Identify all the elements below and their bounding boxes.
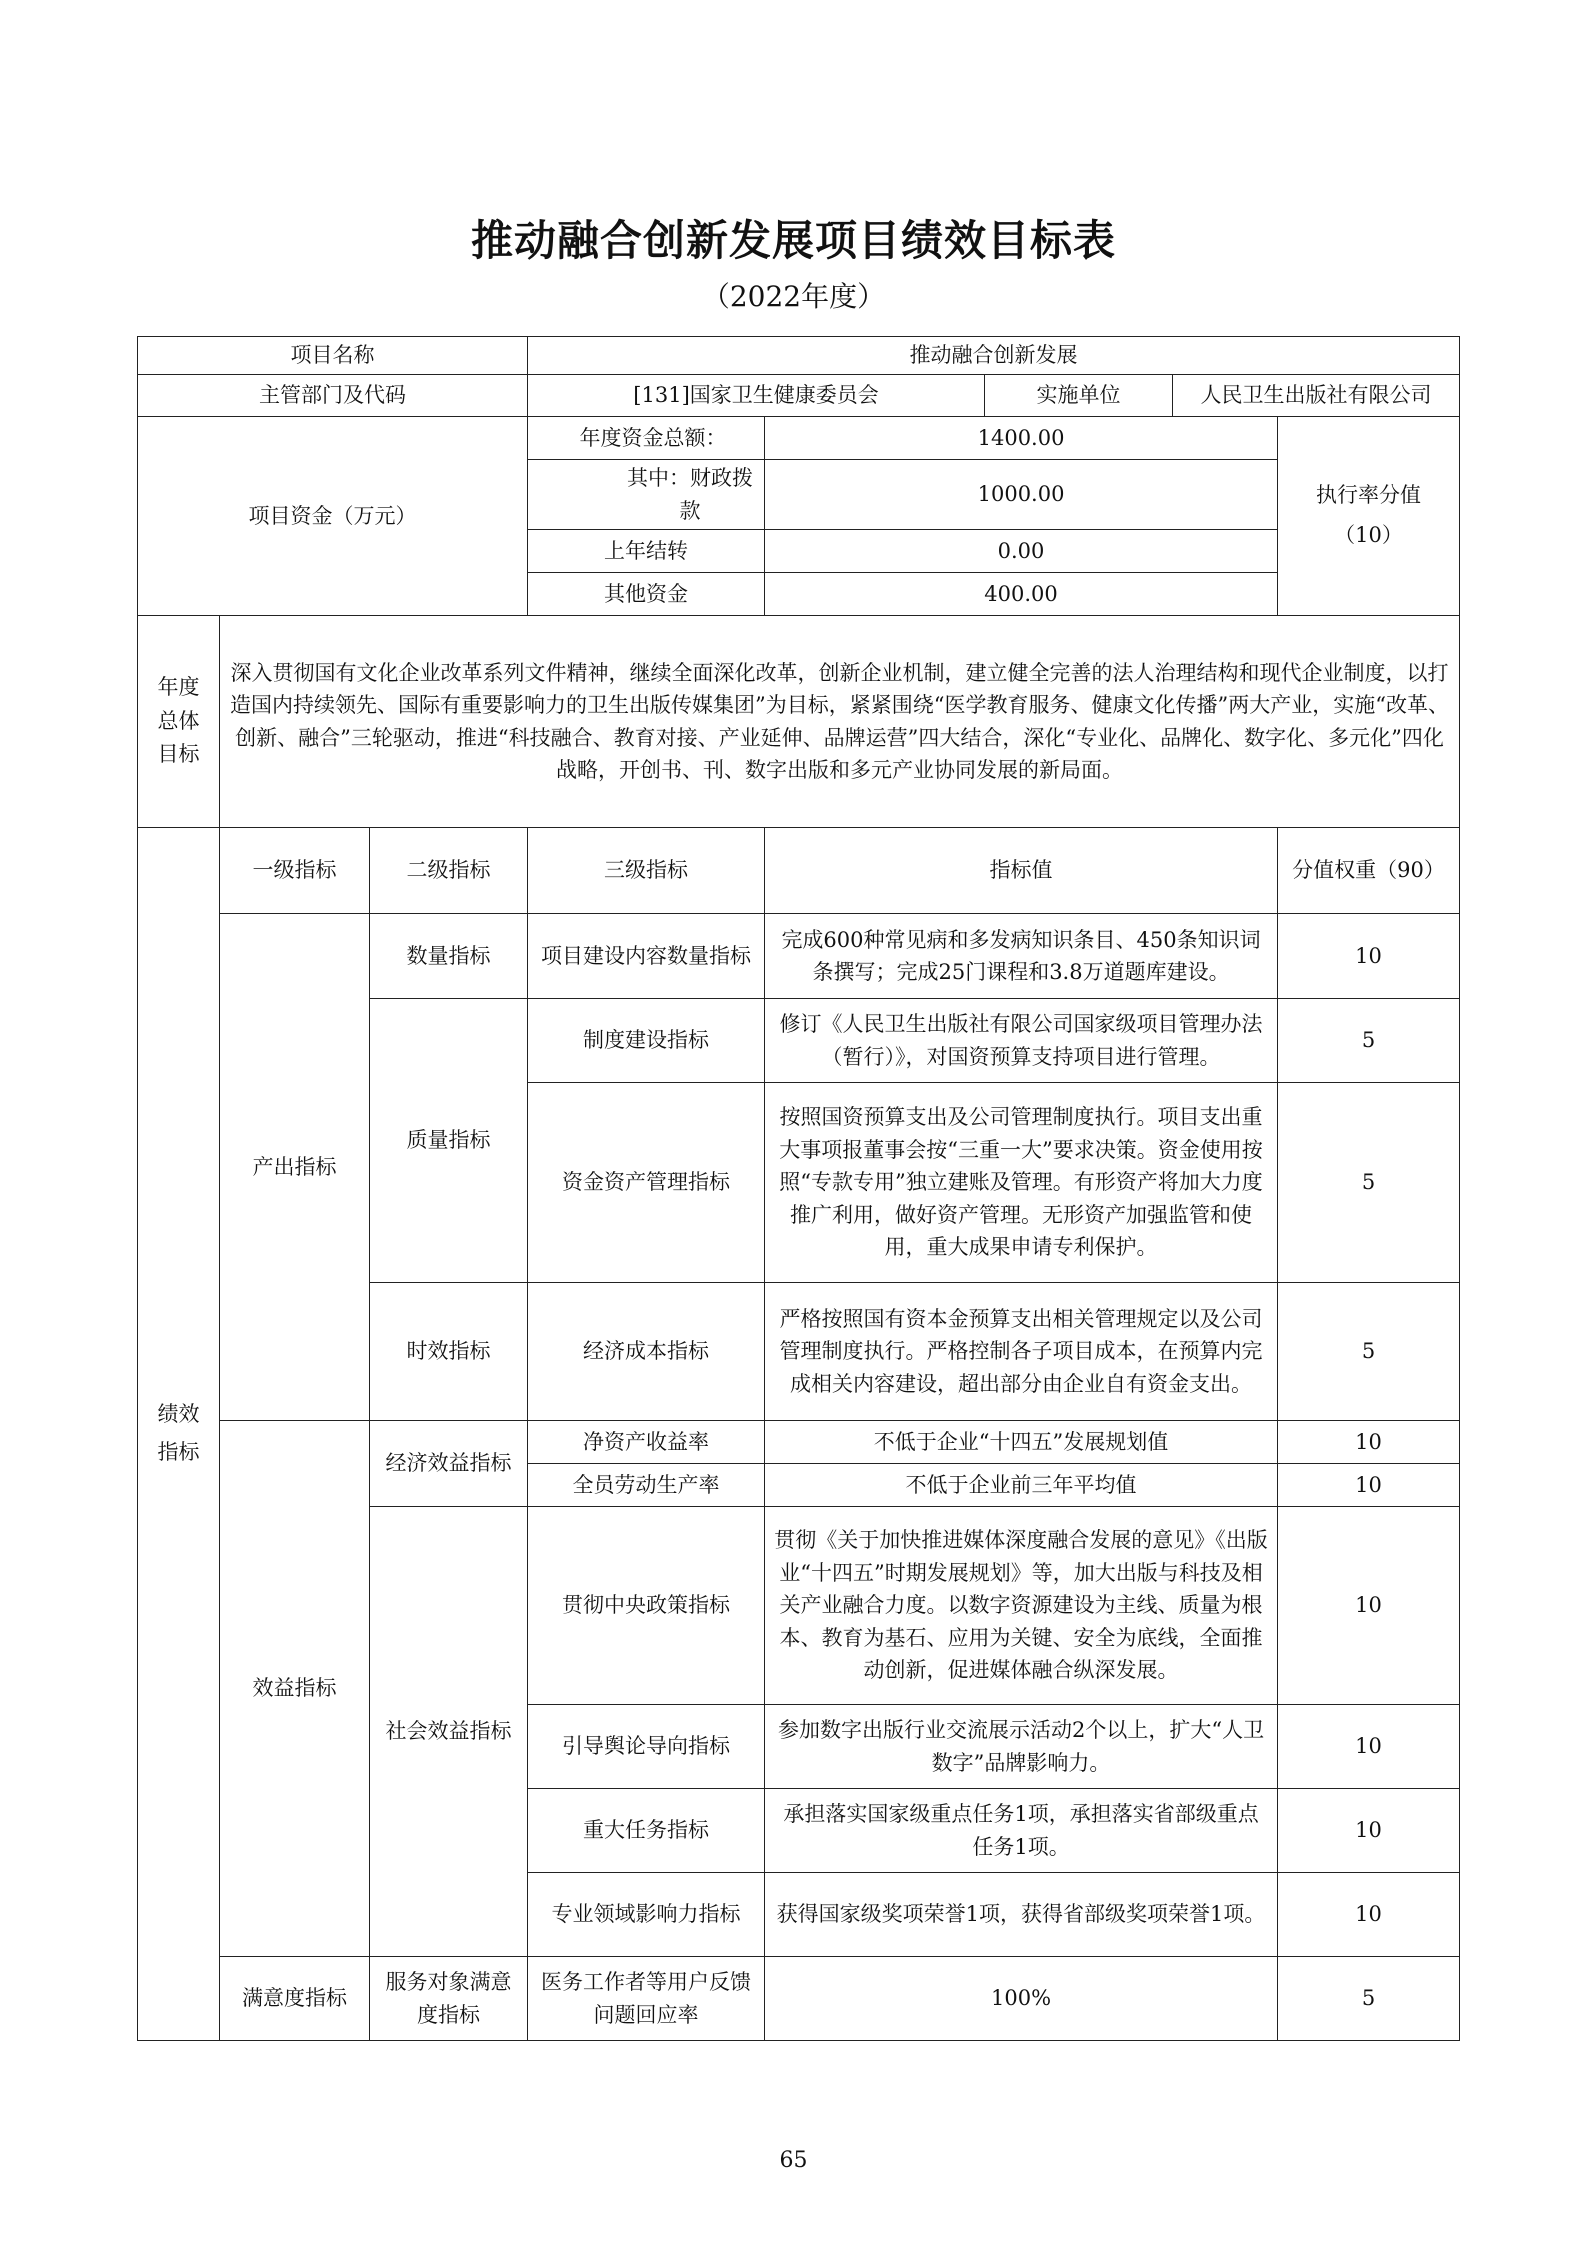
level2-social: 社会效益指标: [370, 1507, 528, 1957]
indicator-value: 贯彻《关于加快推进媒体深度融合发展的意见》《出版业“十四五”时期发展规划》等，加大出版与科技及相关产业融合力度。以数字资源建设为主线、质量为根本、教育为基石、应用为关键、安全为底线，全面推动创新，促进媒体融合纵深发展。: [765, 1507, 1278, 1705]
indicator-score: 5: [1278, 1083, 1460, 1283]
indicator-value: 不低于企业“十四五”发展规划值: [765, 1421, 1278, 1464]
page-number: 65: [779, 2148, 808, 2173]
level1-satisfaction: 满意度指标: [220, 1957, 370, 2041]
indicator-value: 参加数字出版行业交流展示活动2个以上，扩大“人卫数字”品牌影响力。: [765, 1705, 1278, 1789]
indicator-score: 10: [1278, 1705, 1460, 1789]
level2-timeliness: 时效指标: [370, 1283, 528, 1421]
header-level2: 二级指标: [370, 828, 528, 914]
table-row: [138, 616, 1460, 828]
unit-value: 人民卫生出版社有限公司: [1173, 375, 1460, 417]
indicator-score: 5: [1278, 1283, 1460, 1421]
table-row: [138, 337, 1460, 375]
level2-economic: 经济效益指标: [370, 1421, 528, 1507]
funds-total-value: 1400.00: [765, 417, 1278, 460]
indicator-score: 10: [1278, 1873, 1460, 1957]
indicator-value: 修订《人民卫生出版社有限公司国家级项目管理办法（暂行）》，对国资预算支持项目进行管理。: [765, 999, 1278, 1083]
table-header-row: [138, 828, 1460, 914]
level2-service-satisfaction: 服务对象满意度指标: [370, 1957, 528, 2041]
indicator-score: 5: [1278, 1957, 1460, 2041]
table-row: [138, 375, 1460, 417]
level3-cell: 全员劳动生产率: [528, 1464, 765, 1507]
unit-label: 实施单位: [985, 375, 1173, 417]
indicator-value: 完成600种常见病和多发病知识条目、450条知识词条撰写；完成25门课程和3.8万道题库建设。: [765, 914, 1278, 999]
level3-cell: 资金资产管理指标: [528, 1083, 765, 1283]
funds-carryover-value: 0.00: [765, 530, 1278, 573]
indicator-score: 10: [1278, 1507, 1460, 1705]
table-row: [138, 1421, 1460, 1464]
funds-carryover-label: 上年结转: [528, 530, 765, 573]
execution-rate-label: 执行率分值: [1316, 483, 1422, 508]
funds-other-label: 其他资金: [528, 573, 765, 616]
annual-goal-text: 深入贯彻国有文化企业改革系列文件精神，继续全面深化改革，创新企业机制，建立健全完善的法人治理结构和现代企业制度，以打造国内持续领先、国际有重要影响力的卫生出版传媒集团”为目标，紧紧围绕“医学教育服务、健康文化传播”两大产业，实施“改革、创新、融合”三轮驱动，推进“科技融合、教育对接、产业延伸、品牌运营”四大结合，深化“专业化、品牌化、数字化、多元化”四化战略，开创书、刊、数字出版和多元产业协同发展的新局面。: [220, 616, 1460, 828]
project-name-label: 项目名称: [138, 337, 528, 375]
indicator-value: 严格按照国有资本金预算支出相关管理规定以及公司管理制度执行。严格控制各子项目成本，在预算内完成相关内容建设，超出部分由企业自有资金支出。: [765, 1283, 1278, 1421]
indicators-section-label: [138, 828, 220, 2041]
header-level1: 一级指标: [220, 828, 370, 914]
indicator-score: 10: [1278, 1464, 1460, 1507]
funds-total-label: 年度资金总额：: [528, 417, 765, 460]
indicator-score: 10: [1278, 1421, 1460, 1464]
indicator-value: 100%: [765, 1957, 1278, 2041]
level3-cell: 经济成本指标: [528, 1283, 765, 1421]
dept-label: 主管部门及代码: [138, 375, 528, 417]
page-subtitle: （2022年度）: [701, 280, 886, 313]
level3-cell: 净资产收益率: [528, 1421, 765, 1464]
page-title: 推动融合创新发展项目绩效目标表: [470, 216, 1116, 265]
level3-cell: 医务工作者等用户反馈问题回应率: [528, 1957, 765, 2041]
level3-cell: 制度建设指标: [528, 999, 765, 1083]
indicator-score: 10: [1278, 1789, 1460, 1873]
indicator-value: 按照国资预算支出及公司管理制度执行。项目支出重大事项报董事会按“三重一大”要求决策。资金使用按照“专款专用”独立建账及管理。有形资产将加大力度推广利用，做好资产管理。无形资产加强监管和使用，重大成果申请专利保护。: [765, 1083, 1278, 1283]
indicator-score: 10: [1278, 914, 1460, 999]
funds-fiscal-label: 其中：财政拨款: [528, 460, 765, 530]
annual-goal-label: 年度总体目标: [138, 616, 220, 828]
funds-label: 项目资金（万元）: [138, 417, 528, 616]
indicator-value: 承担落实国家级重点任务1项，承担落实省部级重点任务1项。: [765, 1789, 1278, 1873]
level3-cell: 引导舆论导向指标: [528, 1705, 765, 1789]
execution-rate-value: （10）: [1334, 523, 1403, 548]
table-row: [138, 914, 1460, 999]
table-row: [138, 1957, 1460, 2041]
level3-cell: 贯彻中央政策指标: [528, 1507, 765, 1705]
indicator-score: 5: [1278, 999, 1460, 1083]
header-level3: 三级指标: [528, 828, 765, 914]
level3-cell: 专业领域影响力指标: [528, 1873, 765, 1957]
table-row: [138, 417, 1460, 460]
level2-quantity: 数量指标: [370, 914, 528, 999]
level1-output: 产出指标: [220, 914, 370, 1421]
level3-cell: 项目建设内容数量指标: [528, 914, 765, 999]
level2-quality: 质量指标: [370, 999, 528, 1283]
performance-goal-table: [137, 336, 1460, 2041]
indicators-section-text: 绩效指标: [157, 1402, 200, 1465]
level3-cell: 重大任务指标: [528, 1789, 765, 1873]
level1-benefit: 效益指标: [220, 1421, 370, 1957]
indicator-value: 获得国家级奖项荣誉1项，获得省部级奖项荣誉1项。: [765, 1873, 1278, 1957]
funds-fiscal-value: 1000.00: [765, 460, 1278, 530]
dept-value: [131]国家卫生健康委员会: [528, 375, 985, 417]
indicator-value: 不低于企业前三年平均值: [765, 1464, 1278, 1507]
project-name-value: 推动融合创新发展: [528, 337, 1460, 375]
header-value: 指标值: [765, 828, 1278, 914]
execution-rate-cell: [1278, 417, 1460, 616]
funds-other-value: 400.00: [765, 573, 1278, 616]
header-score: 分值权重（90）: [1278, 828, 1460, 914]
